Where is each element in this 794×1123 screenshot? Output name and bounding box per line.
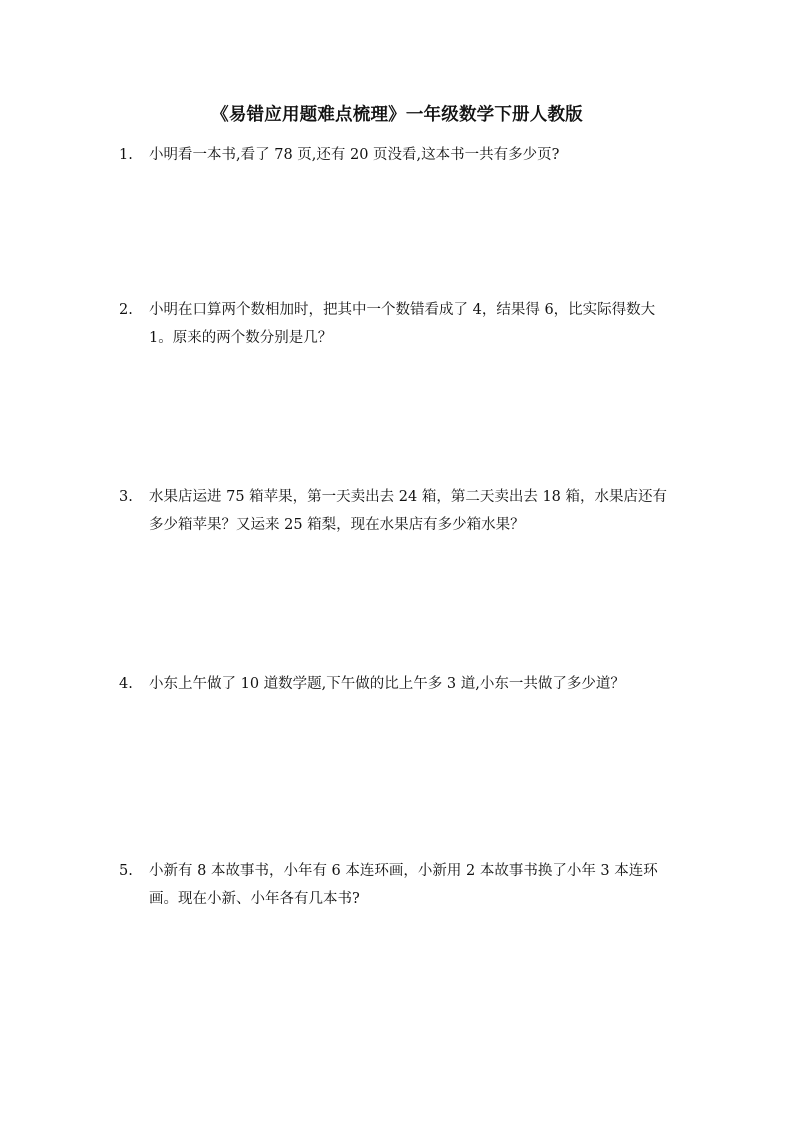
question-item (119, 670, 679, 698)
question-item (119, 141, 679, 169)
question-text: 小新有 8 本故事书，小年有 6 本连环画，小新用 2 本故事书换了小年 3 本连环画。现在小新、小年各有几本书? (149, 863, 658, 907)
question-text: 小明在口算两个数相加时，把其中一个数错看成了 4，结果得 6，比实际得数大 1。原来的两个数分别是几？ (149, 302, 656, 346)
question-text: 小东上午做了 10 道数学题,下午做的比上午多 3 道,小东一共做了多少道？ (149, 676, 625, 692)
question-number: 4. (119, 676, 133, 692)
question-number: 3. (119, 489, 133, 505)
question-text: 小明看一本书,看了 78 页,还有 20 页没看,这本书一共有多少页? (149, 147, 560, 163)
question-number: 5. (119, 863, 133, 879)
question-number: 1. (119, 147, 133, 163)
question-item (119, 857, 679, 913)
question-item (119, 296, 679, 352)
question-text: 水果店运进 75 箱苹果，第一天卖出去 24 箱，第二天卖出去 18 箱，水果店还有多少箱苹果？又运来 25 箱梨，现在水果店有多少箱水果？ (149, 489, 668, 533)
page-title: 《易错应用题难点梳理》一年级数学下册人教版 (211, 105, 583, 125)
question-item (119, 483, 679, 539)
question-number: 2. (119, 302, 133, 318)
